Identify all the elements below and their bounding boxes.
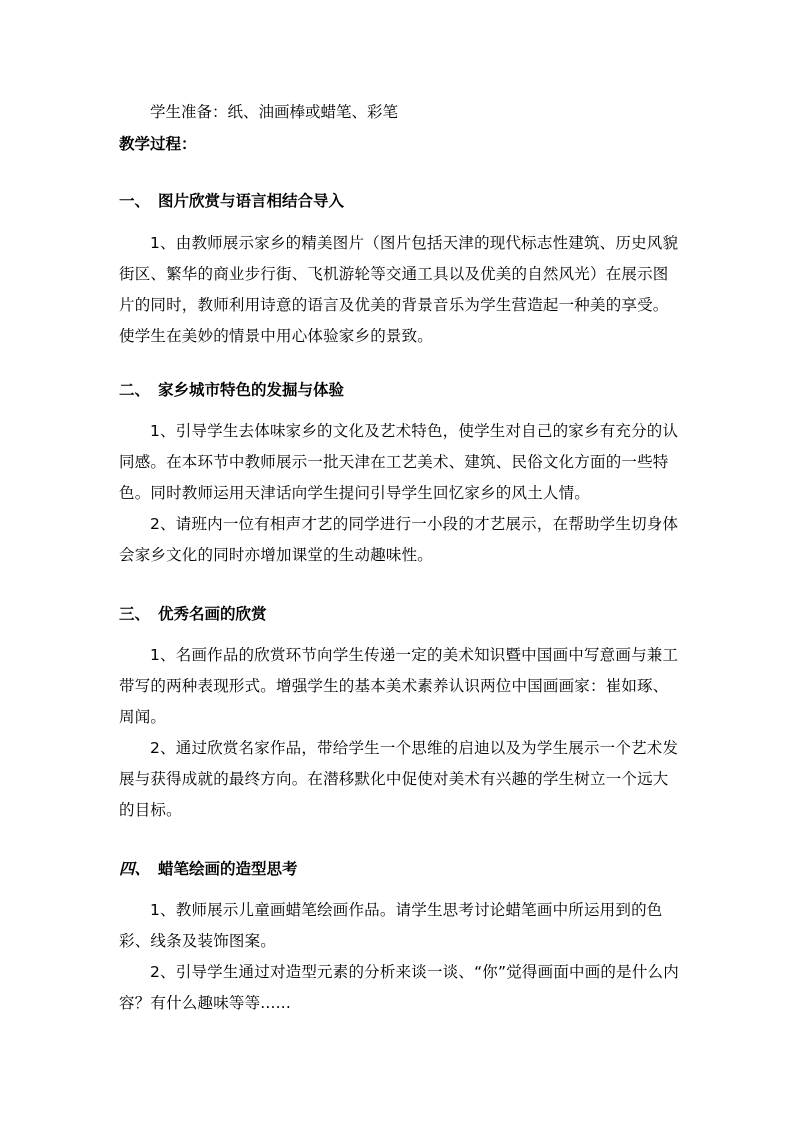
paragraph: 2、通过欣赏名家作品，带给学生一个思维的启迪以及为学生展示一个艺术发展与获得成就的最终方向。在潜移默化中促使对美术有兴趣的学生树立一个远大的目标。 (119, 739, 679, 819)
student-prep-line: 学生准备：纸、油画棒或蜡笔、彩笔 (150, 103, 399, 121)
section-title: 家乡城市特色的发掘与体验 (158, 381, 345, 399)
section-number: 四、 (119, 860, 151, 878)
section-number: 三、 (119, 605, 151, 623)
section-title: 图片欣赏与语言相结合导入 (158, 192, 345, 210)
section-heading (119, 191, 344, 211)
paragraph: 1、教师展示儿童画蜡笔绘画作品。请学生思考讨论蜡笔画中所运用到的色彩、线条及装饰图案。 (119, 901, 663, 950)
process-title: 教学过程： (119, 135, 197, 153)
paragraph: 1、名画作品的欣赏环节向学生传递一定的美术知识暨中国画中写意画与兼工带写的两种表现形式。增强学生的基本美术素养认识两位中国画画家：崔如琢、周闻。 (119, 646, 679, 726)
paragraph: 2、引导学生通过对造型元素的分析来谈一谈、“你”觉得画面中画的是什么内容？有什么趣味等等...... (119, 963, 679, 1012)
section-number: 一、 (119, 192, 151, 210)
section-heading (119, 604, 267, 624)
paragraph: 1、由教师展示家乡的精美图片（图片包括天津的现代标志性建筑、历史风貌街区、繁华的商业步行街、飞机游轮等交通工具以及优美的自然风光）在展示图片的同时，教师利用诗意的语言及优美的背景音乐为学生营造起一种美的享受。使学生在美妙的情景中用心体验家乡的景致。 (119, 234, 679, 345)
section-number: 二、 (119, 381, 151, 399)
section-heading (119, 859, 298, 879)
section-heading (119, 380, 344, 400)
paragraph: 2、请班内一位有相声才艺的同学进行一小段的才艺展示，在帮助学生切身体会家乡文化的同时亦增加课堂的生动趣味性。 (119, 515, 679, 564)
section-title: 蜡笔绘画的造型思考 (158, 860, 298, 878)
section-title: 优秀名画的欣赏 (158, 605, 267, 623)
paragraph: 1、引导学生去体味家乡的文化及艺术特色，使学生对自己的家乡有充分的认同感。在本环节中教师展示一批天津在工艺美术、建筑、民俗文化方面的一些特色。同时教师运用天津话向学生提问引导学生回忆家乡的风土人情。 (119, 422, 679, 502)
